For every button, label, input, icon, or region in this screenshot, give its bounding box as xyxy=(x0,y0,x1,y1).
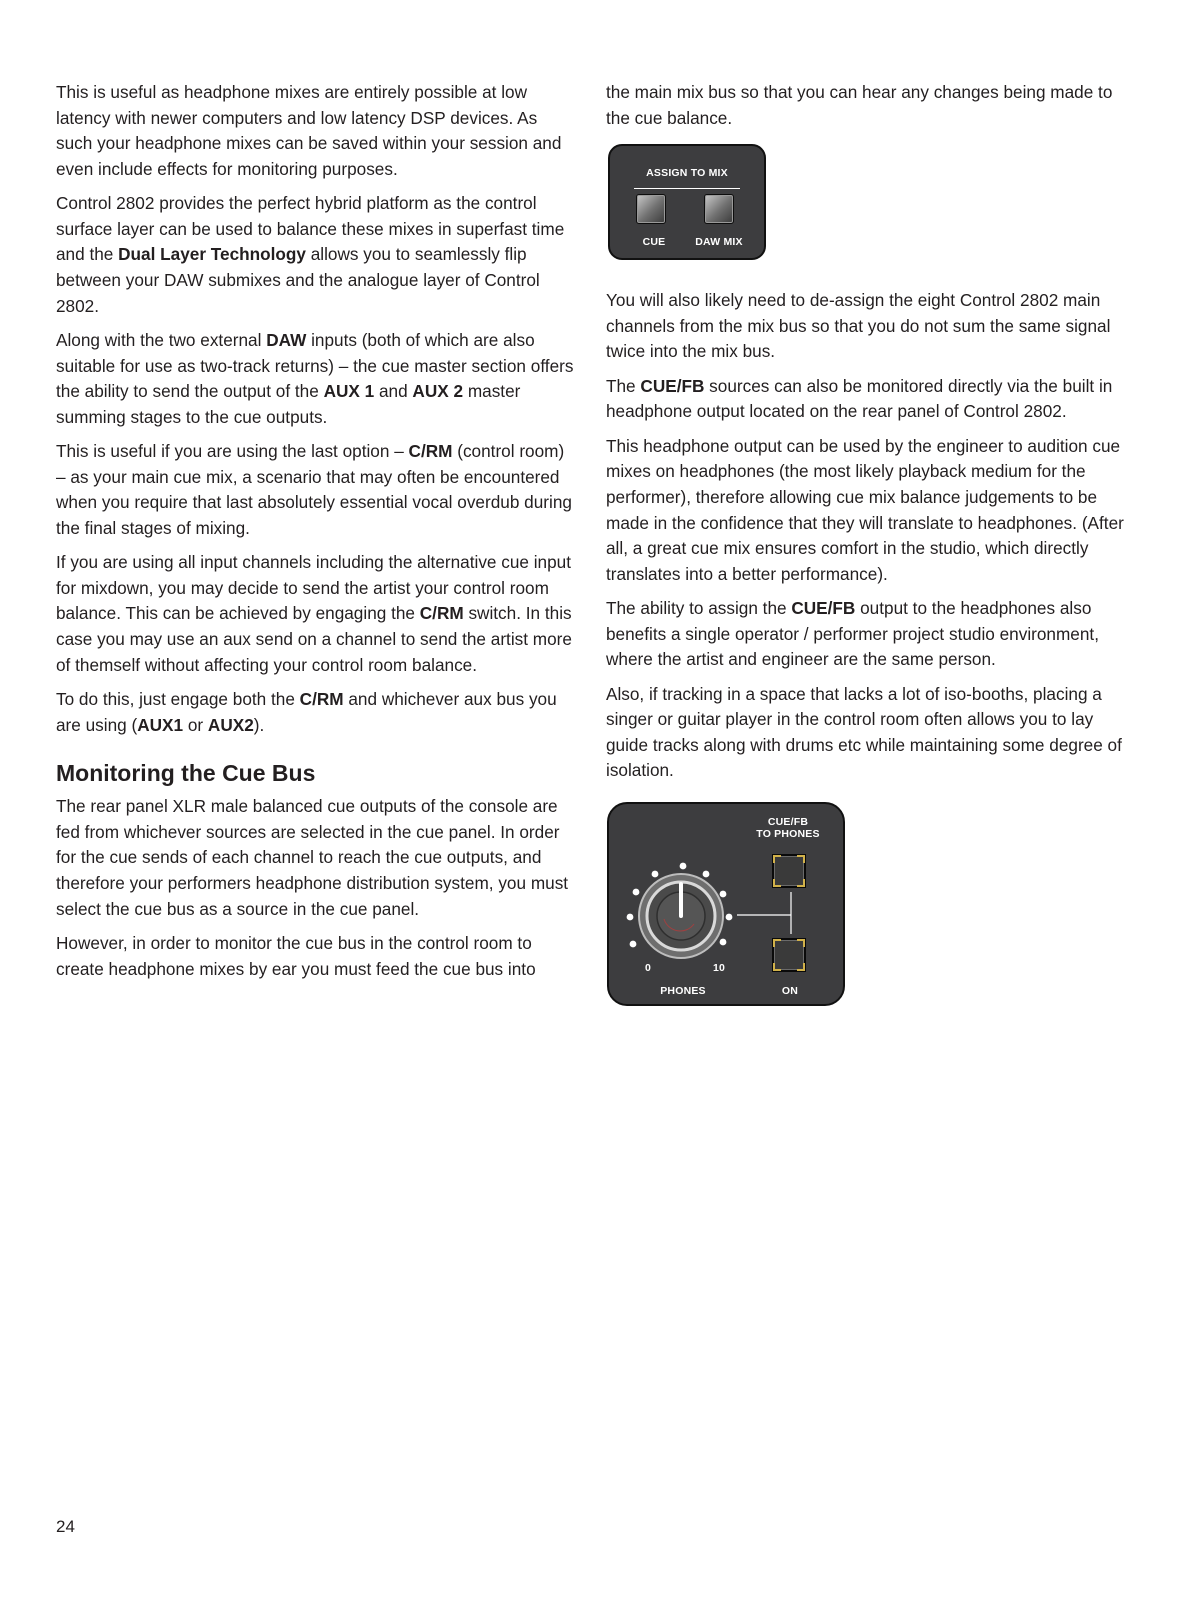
phones-label: PHONES xyxy=(660,985,706,998)
on-label: ON xyxy=(781,985,799,998)
paragraph: The ability to assign the CUE/FB output to the headphones also benefits a single operator / performer project studio environment, where the artist and engineer are the same person. xyxy=(606,598,1099,670)
scale-max-label: 10 xyxy=(712,962,726,975)
daw-mix-label: DAW MIX xyxy=(695,236,743,249)
paragraph: This is useful if you are using the last option – C/RM (control room) – as your main cue mix, a scenario that may often be encountered when you require that last absolutely essential vocal overdub during the final stages of mixing. xyxy=(56,441,572,538)
assign-to-mix-panel xyxy=(608,144,766,260)
paragraph: If you are using all input channels including the alternative cue input for mixdown, you may decide to send the artist your control room balance. This can be achieved by engaging the C/RM switch. In this case you may use an aux send on a channel to send the artist more of themself without affecting your control room balance. xyxy=(56,552,572,675)
paragraph: This is useful as headphone mixes are entirely possible at low latency with newer computers and low latency DSP devices. As such your headphone mixes can be saved within your session and even include effects for monitoring purposes. xyxy=(56,82,562,179)
paragraph: To do this, just engage both the C/RM and whichever aux bus you are using (AUX1 or AUX2). xyxy=(56,689,557,735)
daw-mix-assign-button[interactable] xyxy=(704,194,734,224)
assign-to-mix-label: ASSIGN TO MIX xyxy=(634,161,740,189)
paragraph: This headphone output can be used by the engineer to audition cue mixes on headphones (the most likely playback medium for the performer), therefore allowing cue mix balance judgements to be made in the confidence that they will translate to headphones. (After all, a great cue mix ensures comfort in the studio, which directly translates into a better performance). xyxy=(606,435,1124,584)
paragraph: The CUE/FB sources can also be monitored directly via the built in headphone output located on the rear panel of Control 2802. xyxy=(606,375,1113,422)
paragraph: The rear panel XLR male balanced cue outputs of the console are fed from whichever sources are selected in the cue panel. In order for the cue sends of each channel to reach the cue outputs, and therefore your performers headphone distribution system, you must select the cue bus as a source in the cue panel. xyxy=(56,796,569,919)
phones-on-button[interactable] xyxy=(772,938,806,972)
phones-panel xyxy=(607,802,845,1006)
paragraph: Along with the two external DAW inputs (both of which are also suitable for use as two-track returns) – the cue master section offers the ability to send the output of the AUX 1 and AUX 2 master summing stages to the cue outputs. xyxy=(56,329,574,427)
scale-min-label: 0 xyxy=(644,962,652,975)
right-column xyxy=(606,80,1128,1006)
paragraph: You will also likely need to de-assign the eight Control 2802 main channels from the mix bus so that you do not sum the same signal twice into the mix bus. xyxy=(606,290,1111,362)
left-column xyxy=(56,80,578,991)
cue-fb-to-phones-label: CUE/FB TO PHONES xyxy=(756,816,820,841)
paragraph: Also, if tracking in a space that lacks a lot of iso-booths, placing a singer or guitar player in the control room often allows you to lay guide tracks along with drums etc while maintaining some degree of isolation. xyxy=(606,683,1122,781)
paragraph: Control 2802 provides the perfect hybrid platform as the control surface layer can be used to balance these mixes in superfast time and the Dual Layer Technology allows you to seamlessly flip between your DAW submixes and the analogue layer of Control 2802. xyxy=(56,193,565,316)
section-heading: Monitoring the Cue Bus xyxy=(56,760,316,787)
cue-fb-to-phones-button[interactable] xyxy=(772,854,806,888)
page-number: 24 xyxy=(56,1517,75,1536)
cue-label: CUE xyxy=(642,236,666,249)
cue-assign-button[interactable] xyxy=(636,194,666,224)
paragraph: However, in order to monitor the cue bus in the control room to create headphone mixes by ear you must feed the cue bus into xyxy=(56,933,536,979)
paragraph: the main mix bus so that you can hear any changes being made to the cue balance. xyxy=(606,82,1113,128)
